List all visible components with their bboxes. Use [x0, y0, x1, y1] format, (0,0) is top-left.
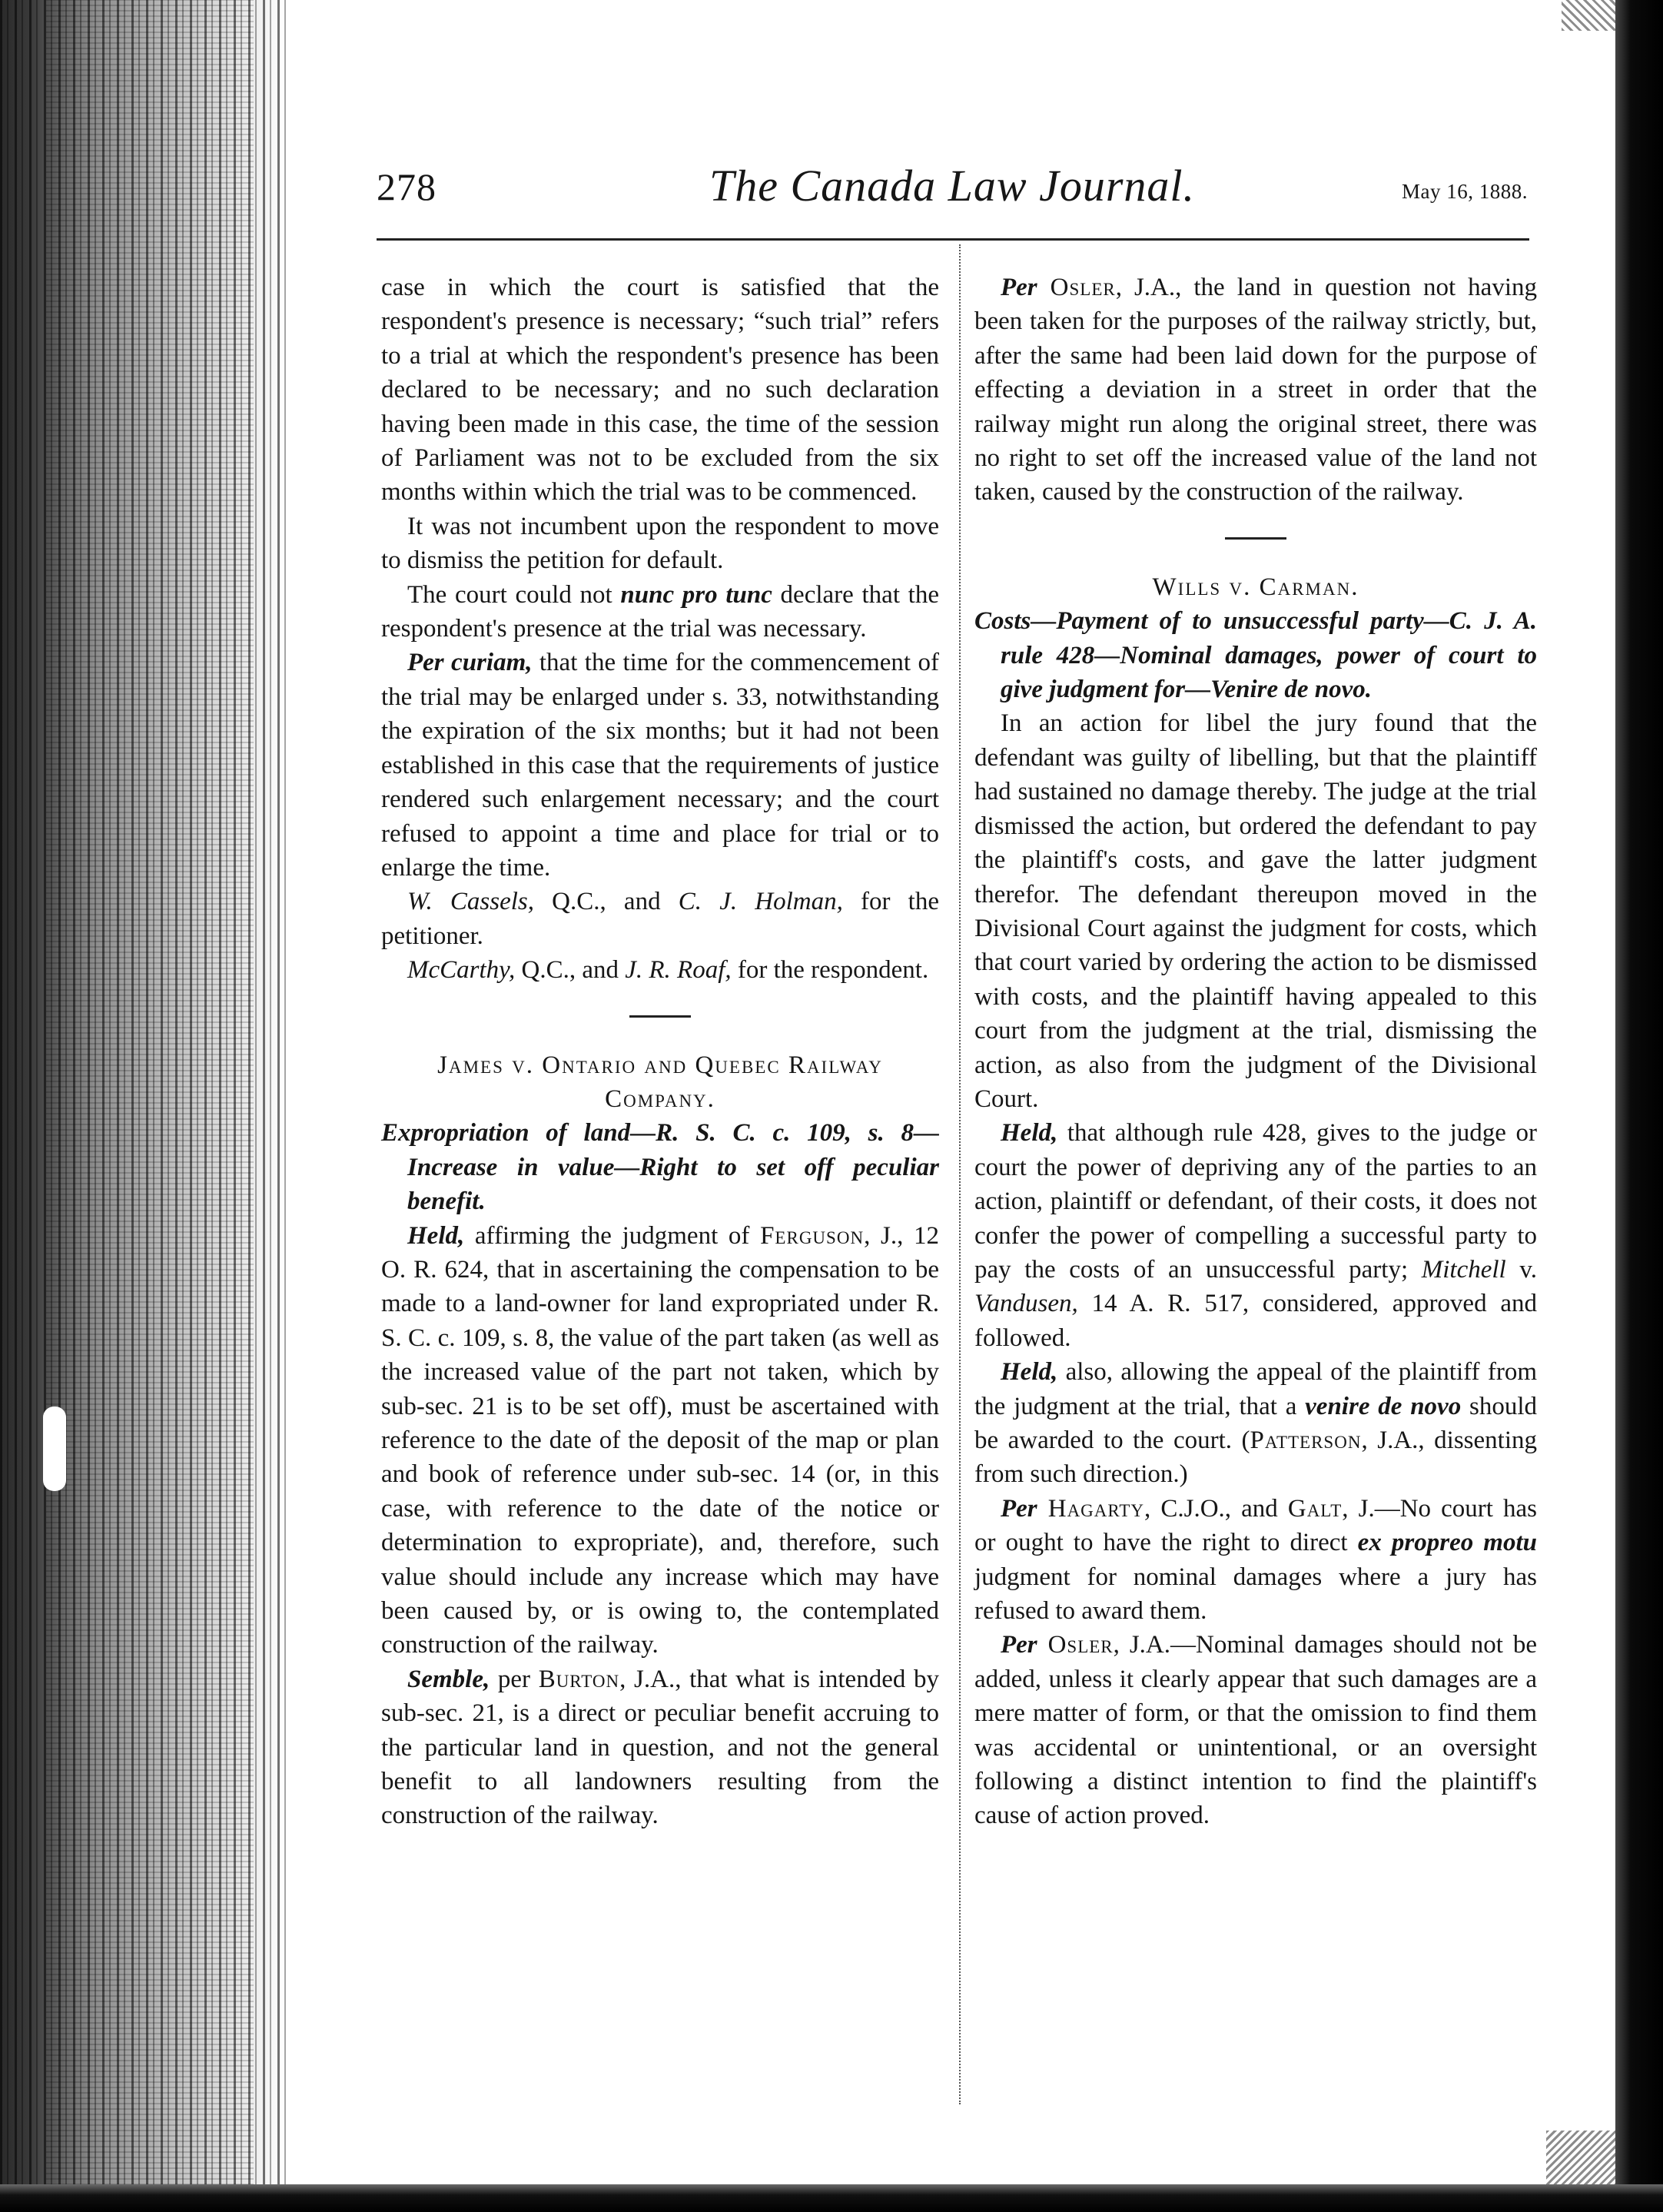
issue-date: May 16, 1888. — [1402, 180, 1528, 203]
counsel-line: McCarthy, Q.C., and J. R. Roaf, for the respondent. — [407, 956, 929, 985]
scan-right-edge — [1615, 0, 1663, 2212]
column-divider — [959, 244, 961, 2104]
case-headnote: Costs—Payment of to unsuccessful party—C. J. A. rule 428—Nominal damages, power of court to give judgment for—Venire de novo. — [974, 607, 1537, 704]
paragraph: In an action for libel the jury found that the defendant was guilty of libelling, but that the plaintiff had sustained no damage thereby. The judge at the trial dismissed the action, but ordered the defendant to pay the plaintiff's costs, and gave the latter judgment therefor. The defendant thereupon moved in the Divisional Court against the judgment for costs, which that court varied by ordering the action to be dismissed with costs, and the plaintiff having appealed to this court from the judgment at the trial, dismissing the action, as also from the judgment of the Divisional Court. — [974, 709, 1537, 1113]
left-column — [381, 271, 939, 1833]
paragraph: case in which the court is satisfied that the respondent's presence is necessary; “such trial” refers to a trial at which the respondent's presence has been declared to be necessary; and no such declaration having been made in this case, the time of the session of Parliament was not to be excluded from the six months within which the trial was to be commenced. — [381, 274, 939, 507]
paragraph: The court could not nunc pro tunc declare that the respondent's presence at the trial was necessary. — [381, 580, 939, 643]
case-headnote: Expropriation of land—R. S. C. c. 109, s. 8—Increase in value—Right to set off peculiar benefit. — [381, 1119, 939, 1216]
scan-corner-noise-bottom — [1546, 2131, 1615, 2184]
paragraph: Held, affirming the judgment of Ferguson, J., 12 O. R. 624, that in ascertaining the compensation to be made to a land-owner for land expropriated under R. S. C. c. 109, s. 8, the value of the part taken (as well as the increased value of the part not taken, which by sub-sec. 21 is to be set off), must be ascertained with reference to the date of the deposit of the map or plan and book of reference under sub-sec. 14 (or, in this case, with reference to the date of the notice or determination to expropriate), and, therefore, such value should include any increase which may have been caused by, or is owing to, the contemplated construction of the railway. — [381, 1221, 939, 1659]
header-rule — [377, 238, 1529, 241]
scan-blemish — [43, 1407, 66, 1491]
journal-title: The Canada Law Journal. — [709, 161, 1196, 211]
paragraph: Held, that although rule 428, gives to the judge or court the power of depriving any of the parties to an action, plaintiff or defendant, of their costs, it does not confer the power of compelling a successful party to pay the costs of an unsuccessful party; Mitchell v. Vandusen, 14 A. R. 517, considered, approved and followed. — [974, 1119, 1537, 1352]
paragraph: Per curiam, that the time for the commencement of the trial may be enlarged under s. 33, notwithstanding the expiration of the six months; but it had not been established in this case that the requirements of justice rendered such enlargement necessary; and the court refused to appoint a time and place for trial or to enlarge the time. — [381, 649, 939, 882]
paragraph: Per Hagarty, C.J.O., and Galt, J.—No court has or ought to have the right to direct ex propreo motu judgment for nominal damages where a jury has refused to award them. — [974, 1494, 1538, 1626]
running-head — [377, 160, 1528, 221]
paragraph: Held, also, allowing the appeal of the plaintiff from the judgment at the trial, that a venire de novo should be awarded to the court. (Patterson, J.A., dissenting from such direction.) — [974, 1358, 1538, 1489]
paragraph: It was not incumbent upon the respondent to move to dismiss the petition for default. — [381, 512, 939, 575]
section-separator — [629, 1015, 691, 1018]
scan-binding-texture — [46, 0, 254, 2212]
section-separator — [1225, 537, 1286, 540]
paragraph: Per Osler, J.A.—Nominal damages should not be added, unless it clearly appear that such damages are a mere matter of form, or that the omission to find them was accidental or unintentional, or an oversight following a distinct intention to find the plaintiff's cause of action proved. — [974, 1631, 1538, 1830]
counsel-line: W. Cassels, Q.C., and C. J. Holman, for the petitioner. — [381, 888, 939, 950]
case-title: James v. Ontario and Quebec Railway Company. — [437, 1051, 883, 1113]
page-number: 278 — [377, 165, 436, 208]
paragraph: Per Osler, J.A., the land in question not having been taken for the purposes of the railway strictly, but, after the same had been laid down for the purpose of effecting a deviation in a street in order that the railway might run along the original street, there was no right to set off the increased value of the land not taken, caused by the construction of the railway. — [974, 274, 1537, 507]
case-title: Wills v. Carman. — [1152, 573, 1359, 601]
paragraph: Semble, per Burton, J.A., that what is intended by sub-sec. 21, is a direct or peculiar benefit accruing to the particular land in question, and not the general benefit to all landowners resulting from the construction of the railway. — [381, 1665, 939, 1830]
scan-bottom-edge — [0, 2184, 1663, 2212]
scan-corner-noise-top — [1562, 0, 1615, 31]
right-column — [974, 271, 1537, 1833]
